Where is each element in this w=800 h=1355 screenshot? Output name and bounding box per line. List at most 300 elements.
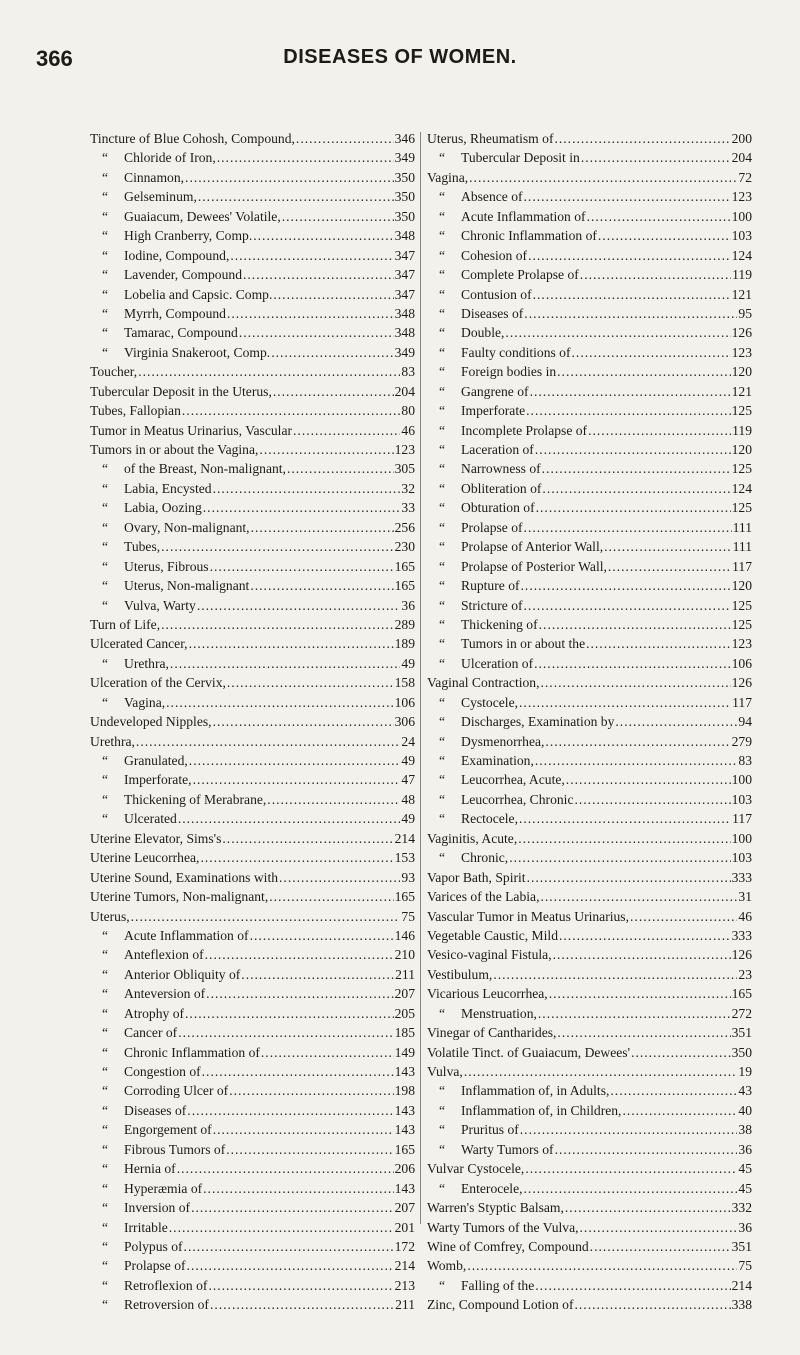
entry-page-number: 349	[394, 150, 415, 166]
index-entry	[90, 809, 415, 828]
dot-leader	[590, 1237, 731, 1256]
dot-leader	[542, 459, 731, 478]
entry-label: “ Chronic Inflammation of	[439, 226, 597, 245]
dot-leader	[565, 1198, 731, 1217]
entry-page-number: 333	[731, 869, 752, 885]
entry-label: “ Stricture of	[439, 596, 523, 615]
dot-leader	[520, 1120, 738, 1139]
dot-leader	[136, 732, 400, 751]
index-entry	[427, 207, 752, 226]
entry-label: Tubes, Fallopian	[90, 403, 181, 419]
dot-leader	[227, 673, 394, 692]
entry-label: “ Retroflexion of	[102, 1276, 207, 1295]
entry-page-number: 348	[394, 325, 415, 341]
dot-leader	[189, 751, 401, 770]
dot-leader	[267, 790, 400, 809]
index-entry	[90, 207, 415, 226]
column-divider	[420, 132, 421, 1224]
index-entry	[90, 848, 415, 867]
index-entry	[427, 1140, 752, 1159]
entry-label: Uterine Sound, Examinations with	[90, 869, 279, 885]
entry-label: Vagina,	[427, 169, 469, 185]
index-entry	[427, 226, 752, 245]
dot-leader	[161, 615, 394, 634]
entry-page-number: 200	[731, 131, 752, 146]
entry-page-number: 213	[394, 1277, 415, 1293]
entry-label: “ Granulated,	[102, 751, 188, 770]
entry-label: Vaginitis, Acute,	[427, 830, 518, 846]
entry-page-number: 346	[394, 131, 415, 146]
index-entry	[427, 809, 752, 828]
index-entry	[90, 654, 415, 673]
entry-label: “ Chloride of Iron,	[102, 148, 216, 167]
index-entry	[90, 1062, 415, 1081]
entry-page-number: 46	[401, 422, 415, 438]
entry-label: “ Myrrh, Compound	[102, 304, 226, 323]
index-entry	[427, 732, 752, 751]
entry-page-number: 204	[394, 383, 415, 399]
entry-page-number: 38	[738, 1122, 752, 1138]
entry-label: “ Inflammation of, in Children,	[439, 1101, 621, 1120]
entry-label: “ Atrophy of	[102, 1004, 184, 1023]
dot-leader	[166, 693, 393, 712]
entry-label: “ Imperforate	[439, 401, 525, 420]
dot-leader	[205, 945, 394, 964]
dot-leader	[545, 732, 730, 751]
entry-label: Tubercular Deposit in the Uterus,	[90, 383, 272, 399]
page-header	[0, 46, 800, 76]
index-column-right	[427, 129, 752, 1315]
entry-page-number: 125	[731, 500, 752, 516]
entry-page-number: 305	[394, 461, 415, 477]
entry-page-number: 348	[394, 305, 415, 321]
entry-page-number: 125	[731, 461, 752, 477]
page-number: 366	[36, 46, 73, 71]
entry-page-number: 165	[394, 1141, 415, 1157]
dot-leader	[184, 1237, 394, 1256]
entry-page-number: 165	[394, 558, 415, 574]
dot-leader	[189, 634, 394, 653]
entry-page-number: 204	[731, 150, 752, 166]
entry-page-number: 49	[401, 811, 415, 827]
entry-page-number: 351	[731, 1025, 752, 1041]
entry-label: “ Cohesion of	[439, 246, 527, 265]
entry-label: Uterus, Rheumatism of	[427, 131, 554, 146]
entry-page-number: 121	[731, 383, 752, 399]
entry-label: “ Incomplete Prolapse of	[439, 421, 587, 440]
entry-page-number: 120	[731, 364, 752, 380]
entry-label: Vinegar of Cantharides,	[427, 1025, 557, 1041]
entry-label: “ Gelseminum,	[102, 187, 197, 206]
entry-page-number: 214	[394, 1258, 415, 1274]
index-entry	[90, 576, 415, 595]
index-entry	[90, 537, 415, 556]
index-entry	[427, 576, 752, 595]
index-entry	[427, 537, 752, 556]
dot-leader	[554, 129, 730, 148]
entry-page-number: 111	[732, 539, 752, 555]
dot-leader	[217, 148, 394, 167]
entry-page-number: 126	[731, 325, 752, 341]
entry-label: “ Acute Inflammation of	[102, 926, 249, 945]
entry-page-number: 32	[401, 480, 415, 496]
dot-leader	[518, 829, 730, 848]
index-entry	[427, 1179, 752, 1198]
index-entry	[427, 1198, 752, 1217]
entry-page-number: 124	[731, 480, 752, 496]
entry-label: “ Prolapse of Anterior Wall,	[439, 537, 603, 556]
entry-page-number: 119	[732, 267, 752, 283]
entry-page-number: 146	[394, 927, 415, 943]
dot-leader	[587, 207, 731, 226]
index-entry	[427, 829, 752, 848]
entry-label: “ Uterus, Non-malignant	[102, 576, 249, 595]
entry-page-number: 19	[738, 1064, 752, 1079]
entry-label: “ Laceration of	[439, 440, 534, 459]
index-entry	[90, 1081, 415, 1100]
dot-leader	[226, 1140, 393, 1159]
dot-leader	[273, 382, 394, 401]
index-entry	[427, 1062, 752, 1081]
entry-label: “ Double,	[439, 323, 504, 342]
entry-page-number: 24	[401, 733, 415, 749]
entry-page-number: 36	[401, 597, 415, 613]
dot-leader	[169, 1218, 394, 1237]
entry-label: Tumors in or about the Vagina,	[90, 442, 259, 457]
dot-leader	[533, 285, 731, 304]
dot-leader	[187, 1256, 394, 1275]
entry-label: “ Tubercular Deposit in	[439, 148, 580, 167]
dot-leader	[535, 1276, 730, 1295]
index-entry	[90, 1179, 415, 1198]
entry-label: “ Ulceration of	[439, 654, 533, 673]
entry-page-number: 48	[401, 791, 415, 807]
entry-page-number: 100	[731, 208, 752, 224]
dot-leader	[572, 343, 731, 362]
entry-page-number: 201	[394, 1219, 415, 1235]
dot-leader	[557, 362, 730, 381]
entry-page-number: 333	[731, 927, 752, 943]
entry-page-number: 123	[731, 344, 752, 360]
entry-page-number: 165	[394, 578, 415, 594]
entry-page-number: 185	[394, 1025, 415, 1041]
index-entry	[90, 712, 415, 731]
entry-label: Tumor in Meatus Urinarius, Vascular	[90, 422, 293, 438]
dot-leader	[581, 148, 731, 167]
entry-label: “ Gangrene of	[439, 382, 529, 401]
entry-label: “ Virginia Snakeroot, Comp.	[102, 343, 270, 362]
dot-leader	[229, 1081, 393, 1100]
dot-leader	[170, 654, 400, 673]
entry-page-number: 350	[394, 208, 415, 224]
entry-page-number: 111	[732, 519, 752, 535]
entry-label: Wine of Comfrey, Compound	[427, 1238, 589, 1254]
dot-leader	[138, 362, 400, 381]
entry-label: “ Thickening of	[439, 615, 538, 634]
entry-page-number: 123	[394, 442, 415, 457]
index-entry	[427, 168, 752, 187]
dot-leader	[243, 265, 394, 284]
index-entry	[90, 1256, 415, 1275]
index-entry	[427, 654, 752, 673]
index-entry	[90, 1218, 415, 1237]
entry-label: Vicarious Leucorrhea,	[427, 986, 548, 1002]
dot-leader	[575, 1295, 731, 1314]
dot-leader	[527, 868, 731, 887]
entry-label: “ Complete Prolapse of	[439, 265, 579, 284]
entry-label: “ Hyperæmia of	[102, 1179, 202, 1198]
index-entry	[90, 265, 415, 284]
entry-label: “ Absence of	[439, 187, 523, 206]
entry-label: “ Corroding Ulcer of	[102, 1081, 228, 1100]
entry-page-number: 214	[731, 1277, 752, 1293]
index-entry	[90, 1043, 415, 1062]
index-entry	[90, 187, 415, 206]
entry-label: “ Dysmenorrhea,	[439, 732, 544, 751]
entry-page-number: 49	[401, 753, 415, 768]
entry-page-number: 230	[394, 539, 415, 555]
index-entry	[90, 498, 415, 517]
index-entry	[90, 1276, 415, 1295]
entry-label: “ Foreign bodies in	[439, 362, 556, 381]
entry-page-number: 103	[731, 228, 752, 244]
entry-label: Vegetable Caustic, Mild	[427, 927, 558, 943]
dot-leader	[469, 168, 737, 187]
dot-leader	[574, 790, 730, 809]
entry-page-number: 351	[731, 1238, 752, 1254]
entry-page-number: 75	[401, 908, 415, 924]
dot-leader	[541, 673, 731, 692]
index-entry	[90, 693, 415, 712]
index-entry	[90, 887, 415, 906]
dot-leader	[250, 576, 393, 595]
dot-leader	[519, 693, 731, 712]
entry-label: “ Hernia of	[102, 1159, 176, 1178]
index-entry	[427, 693, 752, 712]
index-entry	[427, 479, 752, 498]
entry-label: Undeveloped Nipples,	[90, 714, 212, 730]
entry-page-number: 83	[401, 364, 415, 380]
entry-label: “ Narrowness of	[439, 459, 541, 478]
entry-page-number: 306	[394, 714, 415, 730]
dot-leader	[622, 1101, 737, 1120]
entry-label: Vulva,	[427, 1064, 463, 1079]
entry-page-number: 158	[394, 675, 415, 691]
dot-leader	[580, 1218, 738, 1237]
entry-label: Vapor Bath, Spirit	[427, 869, 526, 885]
entry-page-number: 45	[738, 1180, 752, 1196]
entry-page-number: 272	[731, 1005, 752, 1021]
index-entry	[427, 498, 752, 517]
index-entry	[427, 945, 752, 964]
entry-label: Turn of Life,	[90, 616, 161, 632]
dot-leader	[524, 304, 737, 323]
dot-leader	[525, 1159, 737, 1178]
dot-leader	[200, 848, 393, 867]
index-entry	[90, 362, 415, 381]
entry-page-number: 125	[731, 616, 752, 632]
entry-label: “ Imperforate,	[102, 770, 192, 789]
entry-label: Vaginal Contraction,	[427, 675, 540, 691]
dot-leader	[535, 751, 738, 770]
entry-label: “ Iodine, Compound,	[102, 246, 229, 265]
index-entry	[90, 1140, 415, 1159]
index-entry	[427, 1237, 752, 1256]
dot-leader	[213, 712, 394, 731]
dot-leader	[530, 382, 731, 401]
entry-page-number: 100	[731, 830, 752, 846]
index-entry	[90, 557, 415, 576]
dot-leader	[161, 537, 393, 556]
dot-leader	[631, 1043, 731, 1062]
entry-label: Uterine Leucorrhea,	[90, 850, 200, 866]
index-entry	[90, 1101, 415, 1120]
dot-leader	[528, 246, 731, 265]
index-entry	[90, 965, 415, 984]
index-entry	[427, 187, 752, 206]
index-entry	[90, 440, 415, 459]
entry-label: “ Engorgement of	[102, 1120, 212, 1139]
entry-page-number: 117	[732, 558, 752, 574]
dot-leader	[588, 421, 731, 440]
entry-page-number: 165	[394, 889, 415, 905]
index-entry	[427, 712, 752, 731]
index-entry	[90, 401, 415, 420]
dot-leader	[261, 1043, 394, 1062]
entry-label: Zinc, Compound Lotion of	[427, 1297, 574, 1313]
index-entry	[90, 1120, 415, 1139]
index-entry	[427, 518, 752, 537]
dot-leader	[203, 1179, 393, 1198]
entry-label: “ Ovary, Non-malignant,	[102, 518, 250, 537]
entry-page-number: 149	[394, 1044, 415, 1060]
entry-label: “ Leucorrhea, Chronic	[439, 790, 573, 809]
entry-page-number: 103	[731, 850, 752, 866]
dot-leader	[540, 887, 737, 906]
dot-leader	[213, 479, 401, 498]
entry-page-number: 94	[738, 714, 752, 730]
index-entry	[427, 1004, 752, 1023]
dot-leader	[493, 965, 737, 984]
dot-leader	[187, 1101, 393, 1120]
entry-page-number: 165	[731, 986, 752, 1002]
entry-page-number: 350	[731, 1044, 752, 1060]
index-entry	[427, 1120, 752, 1139]
entry-label: “ Examination,	[439, 751, 534, 770]
entry-label: “ Fibrous Tumors of	[102, 1140, 225, 1159]
entry-page-number: 143	[394, 1064, 415, 1079]
entry-page-number: 210	[394, 947, 415, 963]
entry-label: Uterine Elevator, Sims's	[90, 830, 222, 846]
entry-page-number: 123	[731, 189, 752, 205]
index-entry	[427, 673, 752, 692]
entry-label: “ Congestion of	[102, 1062, 201, 1081]
dot-leader	[566, 770, 731, 789]
index-entry	[90, 1295, 415, 1314]
entry-page-number: 47	[401, 772, 415, 788]
dot-leader	[610, 1081, 737, 1100]
entry-label: Volatile Tinct. of Guaiacum, Dewees'	[427, 1044, 631, 1060]
entry-page-number: 36	[738, 1219, 752, 1235]
entry-page-number: 214	[394, 830, 415, 846]
entry-page-number: 123	[731, 636, 752, 652]
entry-label: “ Obturation of	[439, 498, 535, 517]
dot-leader	[555, 1140, 738, 1159]
entry-page-number: 206	[394, 1161, 415, 1177]
index-entry	[427, 382, 752, 401]
entry-label: “ Discharges, Examination by	[439, 712, 614, 731]
entry-page-number: 143	[394, 1122, 415, 1138]
entry-page-number: 143	[394, 1102, 415, 1118]
index-entry	[427, 770, 752, 789]
index-entry	[427, 1295, 752, 1314]
entry-label: “ Warty Tumors of	[439, 1140, 554, 1159]
entry-page-number: 121	[731, 286, 752, 302]
entry-page-number: 103	[731, 791, 752, 807]
entry-label: “ Rupture of	[439, 576, 520, 595]
dot-leader	[526, 401, 730, 420]
index-entry	[427, 285, 752, 304]
dot-leader	[464, 1062, 738, 1081]
entry-page-number: 207	[394, 986, 415, 1002]
dot-leader	[282, 207, 394, 226]
dot-leader	[524, 518, 732, 537]
dot-leader	[210, 557, 394, 576]
dot-leader	[534, 654, 731, 673]
entry-page-number: 350	[394, 169, 415, 185]
entry-label: Varices of the Labia,	[427, 889, 540, 905]
entry-label: “ Contusion of	[439, 285, 532, 304]
dot-leader	[538, 1004, 731, 1023]
entry-label: “ Anterior Obliquity of	[102, 965, 240, 984]
entry-label: “ Chronic Inflammation of	[102, 1043, 260, 1062]
index-entry	[427, 965, 752, 984]
entry-page-number: 95	[738, 305, 752, 321]
entry-page-number: 347	[394, 267, 415, 283]
entry-label: “ Lavender, Compound	[102, 265, 242, 284]
dot-leader	[524, 596, 731, 615]
entry-label: “ Prolapse of	[102, 1256, 186, 1275]
dot-leader	[197, 596, 401, 615]
dot-leader	[604, 537, 731, 556]
running-title: DISEASES OF WOMEN.	[283, 46, 517, 68]
index-entry	[427, 1218, 752, 1237]
entry-label: “ Retroversion of	[102, 1295, 209, 1314]
dot-leader	[505, 323, 730, 342]
index-entry	[427, 1276, 752, 1295]
entry-label: “ Vagina,	[102, 693, 165, 712]
index-entry	[90, 868, 415, 887]
entry-page-number: 117	[732, 694, 752, 710]
index-entry	[90, 382, 415, 401]
entry-label: Toucher,	[90, 364, 138, 380]
index-entry	[90, 421, 415, 440]
dot-leader	[191, 1198, 394, 1217]
index-entry	[427, 751, 752, 770]
index-entry	[427, 265, 752, 284]
dot-leader	[259, 440, 393, 459]
dot-leader	[535, 440, 731, 459]
dot-leader	[293, 421, 400, 440]
index-entry	[90, 1159, 415, 1178]
dot-leader	[608, 557, 731, 576]
dot-leader	[269, 887, 393, 906]
index-entry	[427, 246, 752, 265]
index-entry	[90, 246, 415, 265]
index-entry	[427, 848, 752, 867]
index-entry	[427, 984, 752, 1003]
entry-label: “ Anteversion of	[102, 984, 205, 1003]
